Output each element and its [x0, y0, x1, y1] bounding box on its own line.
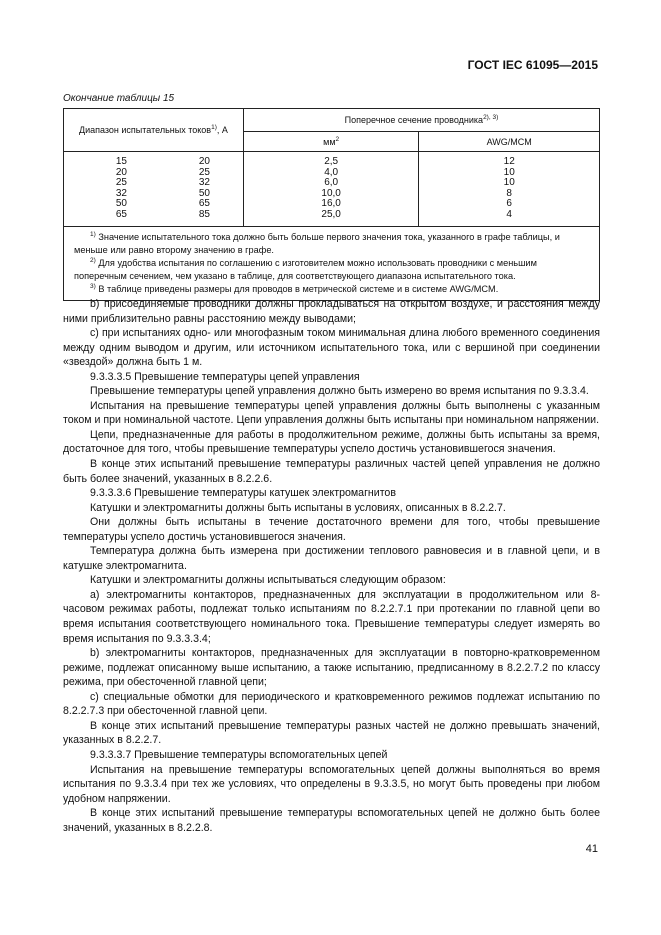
paragraph: 9.3.3.3.7 Превышение температуры вспомогательных цепей — [90, 748, 388, 761]
paragraph: 9.3.3.3.6 Превышение температуры катушек электромагнитов — [90, 487, 396, 500]
awg-column — [419, 152, 600, 227]
paragraph: Превышение температуры цепей управления должно быть измерено во время испытания по 9.3.3.4. — [90, 385, 589, 398]
mm2-value: 25,0 — [321, 208, 341, 220]
range-column — [64, 152, 244, 227]
note-marker: 1) — [90, 230, 96, 238]
cross-section-sup: 2), 3) — [483, 114, 499, 121]
paragraph: 9.3.3.3.5 Превышение температуры цепей управления — [90, 370, 360, 383]
table-row — [64, 199, 243, 210]
table-note — [74, 257, 591, 283]
awg-value: 6 — [506, 198, 512, 210]
conductor-table — [63, 108, 600, 301]
table-row — [64, 157, 243, 168]
range-from: 20 — [115, 166, 127, 178]
range-to: 25 — [198, 166, 210, 178]
table-row — [64, 189, 243, 200]
range-to: 32 — [198, 177, 210, 189]
note-text: Для удобства испытания по соглашению с изготовителем можно использовать проводники с меньшим поперечным сечением, чем указано в таблице, для соответствующего диапазона испытательного тока. — [74, 258, 537, 281]
range-to: 20 — [198, 156, 210, 167]
paragraph: Температура должна быть измерена при достижении теплового равновесия и в главной цепи, и в катушке электромагнита. — [63, 545, 600, 572]
mm-sup: 2 — [335, 135, 340, 143]
table-note — [74, 231, 591, 257]
range-from: 65 — [115, 208, 127, 220]
table-row — [64, 210, 243, 221]
paragraph: В конце этих испытаний превышение температуры различных частей цепей управления не должно быть более значений, указанных в 8.2.2.6. — [63, 458, 600, 485]
cross-section-header-cell — [243, 109, 599, 132]
paragraph: Цепи, предназначенные для работы в продолжительном режиме, должны быть испытаны за время, достаточное для того, чтобы превышение температуры успело достичь установившегося значения. — [63, 428, 600, 456]
table-caption: Окончание таблицы 15 — [63, 93, 175, 104]
paragraph: a) электромагниты контакторов, предназначенных для эксплуатации в продолжительном или 8-часовом режимах работы, подлежат только испытаниям по 8.2.2.7.1 при протекании по главной цепи во время испытания соответствующего номинального тока. Превышение температуры следует измерять во время испытания по 9.3.3.3.4; — [63, 588, 600, 645]
table-row — [64, 178, 243, 189]
table-note — [74, 283, 591, 296]
table-notes — [64, 227, 600, 301]
mm2-value: 16,0 — [321, 198, 341, 210]
range-from: 32 — [115, 187, 127, 199]
page-number: 41 — [585, 843, 598, 855]
document-header: ГОСТ IEC 61095—2015 — [467, 58, 598, 72]
mm-header-cell — [243, 132, 419, 152]
paragraph: В конце этих испытаний превышение температуры разных частей не должно превышать значений, указанных в 8.2.2.7. — [63, 719, 600, 747]
awg-value: 10 — [503, 166, 515, 178]
note-marker: 2) — [90, 256, 96, 264]
awg-value: 12 — [503, 156, 515, 167]
mm2-value: 10,0 — [321, 187, 341, 199]
note-marker: 3) — [90, 282, 96, 290]
paragraph: В конце этих испытаний превышение температуры вспомогательных цепей не должно быть более значений, указанных в 8.2.2.8. — [63, 807, 600, 834]
table-row — [64, 168, 243, 179]
paragraph: Испытания на превышение температуры цепей управления должны быть выполнены с указанным током и при номинальной частоте. Цепи управления должны быть испытаны при номинальном напряжении. — [63, 399, 600, 427]
note-text: Значение испытательного тока должно быть больше первого значения тока, указанного в графе таблицы, и меньше или равно второму значению в графе. — [74, 232, 560, 255]
range-header: Диапазон испытательных токов — [79, 125, 212, 135]
range-from: 25 — [115, 177, 127, 189]
paragraph: Катушки и электромагниты должны быть испытаны в условиях, описанных в 8.2.2.7. — [90, 501, 506, 514]
mm2-value: 6,0 — [324, 177, 339, 189]
awg-header-cell — [419, 132, 600, 152]
awg-header: AWG/MCM — [486, 136, 532, 147]
note-text: В таблице приведены размеры для проводов в метрической системе и в системе AWG/MCM. — [95, 284, 499, 294]
range-to: 65 — [198, 198, 210, 210]
range-header-cell — [64, 109, 244, 152]
range-from: 50 — [115, 198, 127, 210]
range-from: 15 — [115, 156, 127, 167]
paragraph: b) присоединяемые проводники должны прокладываться на открытом воздухе, и расстояния между ними приблизительно равны расстоянию между выводами; — [63, 298, 600, 325]
mm-header: мм — [323, 136, 336, 147]
paragraph: Испытания на превышение температуры вспомогательных цепей должны выполняться во время испытания по 9.3.3.4 при тех же условиях, что определены в 9.3.3.5, но могут быть проведены при любом удобном напряжении. — [63, 763, 600, 805]
range-to: 85 — [198, 208, 210, 220]
paragraph: c) при испытаниях одно- или многофазным током минимальная длина любого временного соединения между одним выводом и другим, или источником испытательного тока, или с вершиной при соединении «звездой» должна быть 1 м. — [63, 327, 600, 369]
cross-section-header: Поперечное сечение проводника — [344, 115, 484, 125]
range-header-unit: , А — [216, 125, 228, 135]
paragraph: Катушки и электромагниты должны испытываться следующим образом: — [90, 574, 446, 587]
body-text — [63, 297, 600, 835]
mm-column — [243, 152, 419, 227]
paragraph: Они должны быть испытаны в течение достаточного времени для того, чтобы превышение температуры успело достичь установившегося значения. — [63, 516, 600, 543]
awg-value: 10 — [503, 177, 515, 189]
paragraph: b) электромагниты контакторов, предназначенных для эксплуатации в повторно-кратковременном режиме, подлежат описанному выше испытанию, а также испытанию, предписанному в 8.2.2.7.2 по классу режима, при обесточенной главной цепи; — [63, 647, 600, 689]
mm2-value: 2,5 — [324, 156, 339, 167]
awg-value: 4 — [506, 208, 512, 220]
mm2-value: 4,0 — [324, 166, 339, 178]
range-to: 50 — [198, 187, 210, 199]
awg-value: 8 — [506, 187, 512, 199]
range-header-sup: 1) — [211, 124, 217, 131]
paragraph: c) специальные обмотки для периодического и кратковременного режимов подлежат испытанию по 8.2.2.7.3 при обесточенной главной цепи. — [63, 690, 600, 718]
